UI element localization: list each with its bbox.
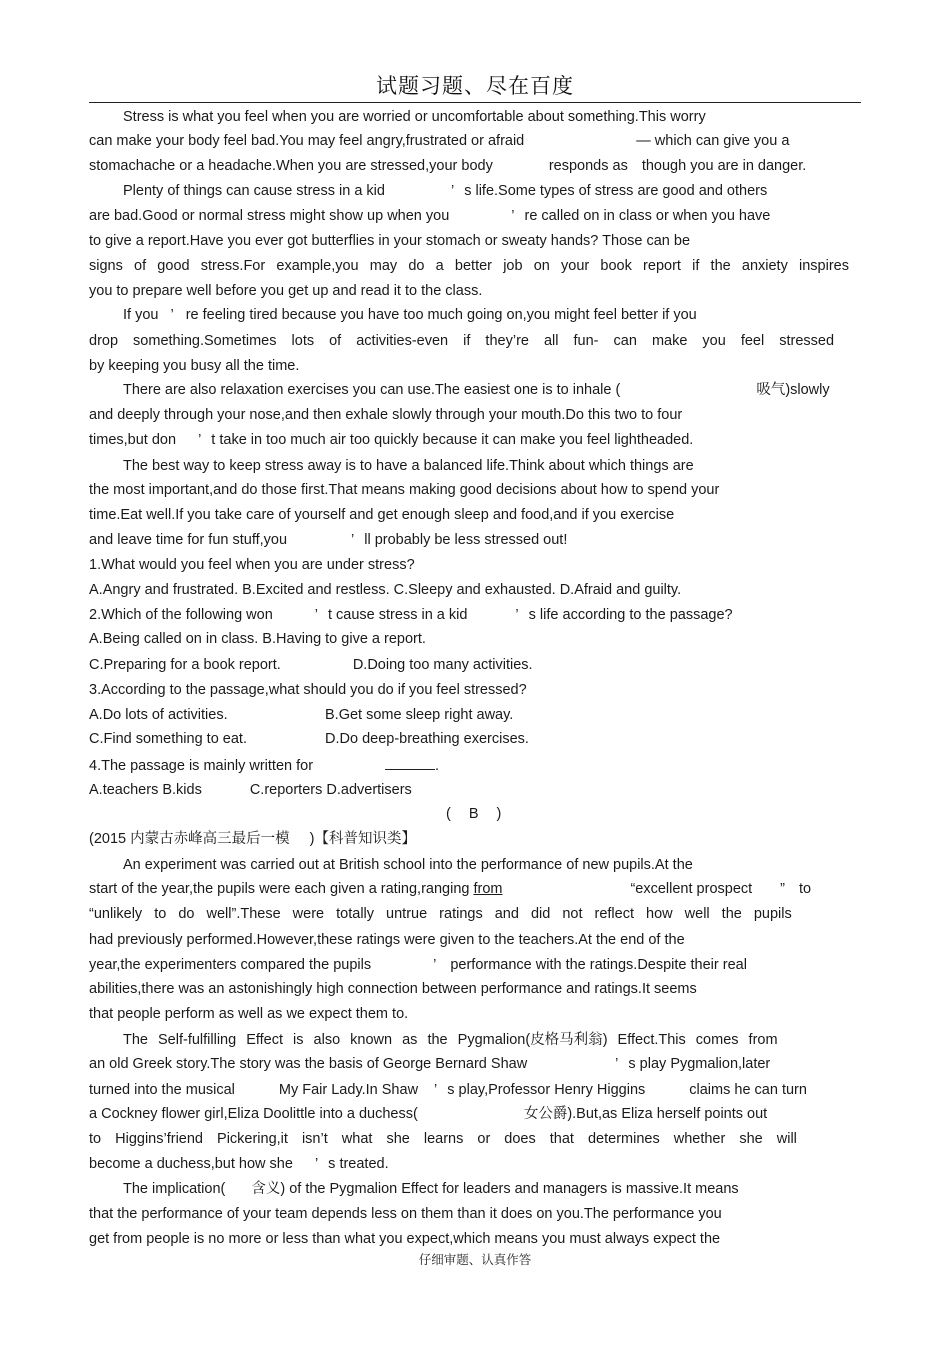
passage-source: (2015 内蒙古赤峰高三最后一模 )【科普知识类】 <box>89 831 416 847</box>
page-footer: 仔细审题、认真作答 <box>418 1252 532 1267</box>
text-line: times,but don ’ t take in too much air too quickly because it can make you feel lightheaded. <box>89 432 694 448</box>
answer-blank <box>385 756 435 770</box>
text-line: “unlikely to do well”.These were totally untrue ratings and did not reflect how well the pupils <box>89 906 792 922</box>
question-4: 4.The passage is mainly written for . <box>89 758 440 774</box>
text-line: abilities,there was an astonishingly high connection between performance and ratings.It seems <box>89 981 697 997</box>
text-line: had previously performed.However,these ratings were given to the teachers.At the end of the <box>89 932 685 948</box>
text-line: The best way to keep stress away is to have a balanced life.Think about which things are <box>123 458 694 474</box>
text-line: can make your body feel bad.You may feel angry,frustrated or afraid — which can give you a <box>89 133 790 149</box>
text-line: The Self-fulfilling Effect is also known as the Pygmalion(皮格马利翁) Effect.This comes from <box>123 1032 778 1048</box>
answer-key: ( B ) <box>446 806 502 822</box>
question-2-options: C.Preparing for a book report. D.Doing too many activities. <box>89 657 533 673</box>
text-line: Stress is what you feel when you are worried or uncomfortable about something.This worry <box>123 109 706 125</box>
text-line: become a duchess,but how she ’ s treated. <box>89 1156 389 1172</box>
question-1: 1.What would you feel when you are under stress? <box>89 557 415 573</box>
text-line: start of the year,the pupils were each given a rating,ranging from “excellent prospect ” to <box>89 881 812 897</box>
question-3: 3.According to the passage,what should you do if you feel stressed? <box>89 682 527 698</box>
text-line: the most important,and do those first.That means making good decisions about how to spend your <box>89 482 720 498</box>
header-divider <box>89 102 861 103</box>
text-line: turned into the musical My Fair Lady.In Shaw ’ s play,Professor Henry Higgins claims he can turn <box>89 1082 807 1098</box>
page-header-title: 试题习题、尽在百度 <box>376 74 574 98</box>
text-line: an old Greek story.The story was the basis of George Bernard Shaw ’ s play Pygmalion,later <box>89 1056 771 1072</box>
text-line: If you ’ re feeling tired because you have too much going on,you might feel better if you <box>123 307 697 323</box>
question-1-options: A.Angry and frustrated. B.Excited and restless. C.Sleepy and exhausted. D.Afraid and guilty. <box>89 582 682 598</box>
text-line: The implication( 含义) of the Pygmalion Effect for leaders and managers is massive.It means <box>123 1181 739 1197</box>
question-3-options: C.Find something to eat. D.Do deep-breathing exercises. <box>89 731 529 747</box>
text-line: to Higgins’friend Pickering,it isn’t what she learns or does that determines whether she will <box>89 1131 797 1147</box>
text-line: and deeply through your nose,and then exhale slowly through your mouth.Do this two to four <box>89 407 683 423</box>
text-line: drop something.Sometimes lots of activities-even if they’re all fun- can make you feel stressed <box>89 333 835 349</box>
question-2: 2.Which of the following won ’ t cause stress in a kid ’ s life according to the passage? <box>89 607 733 623</box>
text-line: you to prepare well before you get up and read it to the class. <box>89 283 483 299</box>
question-2-options: A.Being called on in class. B.Having to give a report. <box>89 631 426 647</box>
question-3-options: A.Do lots of activities. B.Get some sleep right away. <box>89 707 514 723</box>
text-line: and leave time for fun stuff,you ’ ll probably be less stressed out! <box>89 532 568 548</box>
text-line: stomachache or a headache.When you are stressed,your body responds as though you are in danger. <box>89 158 807 174</box>
text-line: signs of good stress.For example,you may do a better job on your book report if the anxiety inspires <box>89 258 849 274</box>
question-4-options: A.teachers B.kids C.reporters D.advertisers <box>89 782 412 798</box>
text-line: Plenty of things can cause stress in a kid ’ s life.Some types of stress are good and others <box>123 183 768 199</box>
text-line: time.Eat well.If you take care of yourself and get enough sleep and food,and if you exercise <box>89 507 675 523</box>
text-line: There are also relaxation exercises you can use.The easiest one is to inhale ( 吸气)slowly <box>123 382 830 398</box>
text-line: a Cockney flower girl,Eliza Doolittle into a duchess( 女公爵).But,as Eliza herself points out <box>89 1106 768 1122</box>
text-line: to give a report.Have you ever got butterflies in your stomach or sweaty hands? Those can be <box>89 233 691 249</box>
text-line: are bad.Good or normal stress might show up when you ’ re called on in class or when you have <box>89 208 771 224</box>
text-line: An experiment was carried out at British school into the performance of new pupils.At the <box>123 857 693 873</box>
text-line: get from people is no more or less than what you expect,which means you must always expect the <box>89 1231 721 1247</box>
text-line: by keeping you busy all the time. <box>89 358 300 374</box>
text-line: year,the experimenters compared the pupils ’ performance with the ratings.Despite their real <box>89 957 747 973</box>
text-line: that people perform as well as we expect them to. <box>89 1006 409 1022</box>
text-line: that the performance of your team depends less on them than it does on you.The performance you <box>89 1206 722 1222</box>
